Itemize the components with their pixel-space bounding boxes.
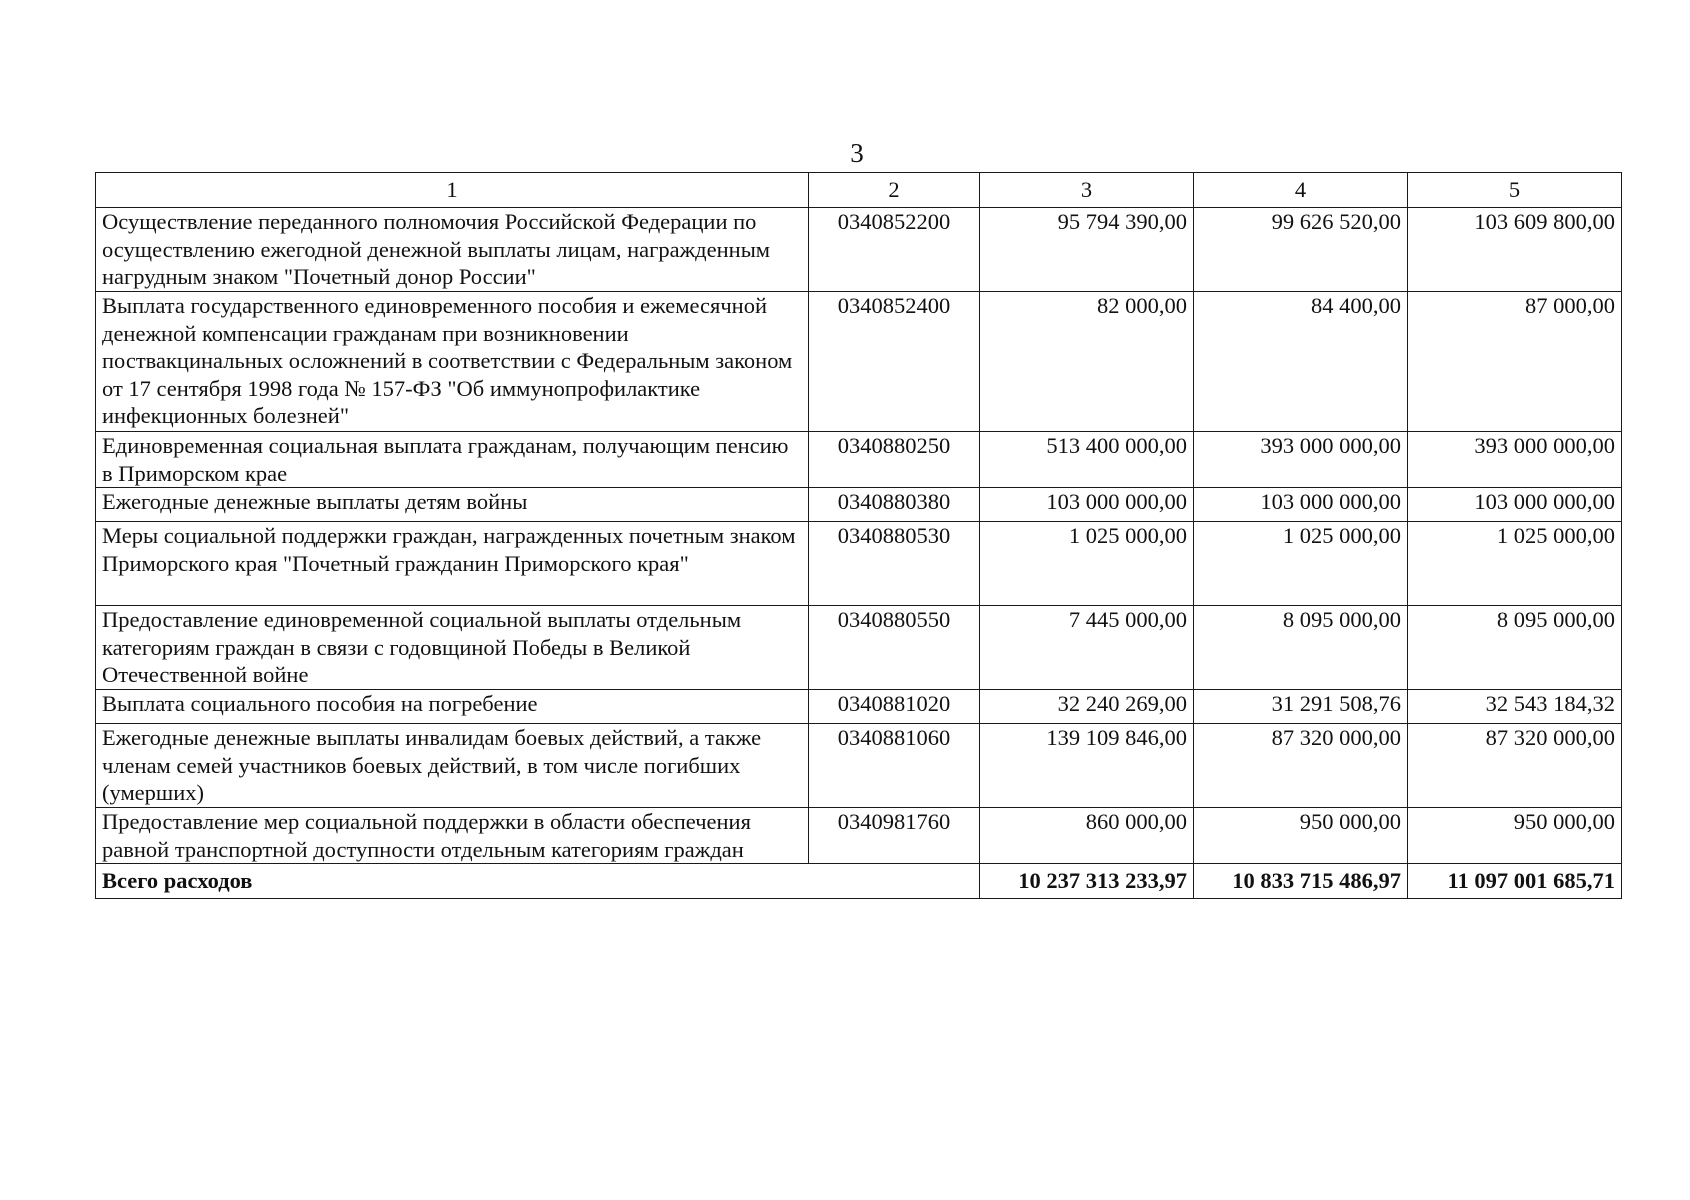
amount-col4: 103 000 000,00 bbox=[1194, 488, 1408, 522]
table-row bbox=[96, 522, 1622, 606]
budget-code: 0340881020 bbox=[809, 690, 980, 724]
budget-code: 0340881060 bbox=[809, 724, 980, 808]
amount-col4: 393 000 000,00 bbox=[1194, 432, 1408, 488]
table-row bbox=[96, 208, 1622, 292]
amount-col4: 84 400,00 bbox=[1194, 292, 1408, 432]
amount-col5: 87 000,00 bbox=[1408, 292, 1622, 432]
page-number: 3 bbox=[850, 138, 864, 168]
amount-col3: 95 794 390,00 bbox=[980, 208, 1194, 292]
expense-name: Ежегодные денежные выплаты инвалидам боевых действий, а также членам семей участников боевых действий, в том числе погибших (умерших) bbox=[96, 724, 809, 808]
budget-code: 0340880380 bbox=[809, 488, 980, 522]
column-header-1: 1 bbox=[96, 173, 809, 208]
amount-col3: 32 240 269,00 bbox=[980, 690, 1194, 724]
amount-col5: 8 095 000,00 bbox=[1408, 606, 1622, 690]
amount-col3: 7 445 000,00 bbox=[980, 606, 1194, 690]
amount-col5: 32 543 184,32 bbox=[1408, 690, 1622, 724]
budget-code: 0340880550 bbox=[809, 606, 980, 690]
expense-name: Меры социальной поддержки граждан, награжденных почетным знаком Приморского края "Почетный гражданин Приморского края" bbox=[96, 522, 809, 606]
amount-col3: 1 025 000,00 bbox=[980, 522, 1194, 606]
amount-col5: 103 609 800,00 bbox=[1408, 208, 1622, 292]
budget-table bbox=[95, 172, 1622, 899]
table-row bbox=[96, 606, 1622, 690]
total-row bbox=[96, 864, 1622, 899]
table-row bbox=[96, 488, 1622, 522]
expense-name: Выплата государственного единовременного пособия и ежемесячной денежной компенсации гражданам при возникновении поствакцинальных осложнений в соответствии с Федеральным законом от 17 сентября 1998 года № 157-ФЗ "Об иммунопрофилактике инфекционных болезней" bbox=[96, 292, 809, 432]
amount-col4: 8 095 000,00 bbox=[1194, 606, 1408, 690]
expense-name: Ежегодные денежные выплаты детям войны bbox=[96, 488, 809, 522]
table-row bbox=[96, 724, 1622, 808]
amount-col5: 393 000 000,00 bbox=[1408, 432, 1622, 488]
column-header-5: 5 bbox=[1408, 173, 1622, 208]
budget-code: 0340880530 bbox=[809, 522, 980, 606]
table-row bbox=[96, 292, 1622, 432]
amount-col4: 1 025 000,00 bbox=[1194, 522, 1408, 606]
budget-code: 0340852400 bbox=[809, 292, 980, 432]
amount-col5: 950 000,00 bbox=[1408, 808, 1622, 864]
table-header-row bbox=[96, 173, 1622, 208]
expense-name: Предоставление мер социальной поддержки в области обеспечения равной транспортной доступности отдельным категориям граждан bbox=[96, 808, 809, 864]
amount-col5: 1 025 000,00 bbox=[1408, 522, 1622, 606]
amount-col3: 513 400 000,00 bbox=[980, 432, 1194, 488]
amount-col3: 103 000 000,00 bbox=[980, 488, 1194, 522]
total-col5: 11 097 001 685,71 bbox=[1408, 864, 1622, 899]
column-header-4: 4 bbox=[1194, 173, 1408, 208]
expense-name: Выплата социального пособия на погребение bbox=[96, 690, 809, 724]
total-col3: 10 237 313 233,97 bbox=[980, 864, 1194, 899]
total-label: Всего расходов bbox=[96, 864, 980, 899]
column-header-3: 3 bbox=[980, 173, 1194, 208]
table-row bbox=[96, 808, 1622, 864]
expense-name: Единовременная социальная выплата гражданам, получающим пенсию в Приморском крае bbox=[96, 432, 809, 488]
expense-name: Осуществление переданного полномочия Российской Федерации по осуществлению ежегодной денежной выплаты лицам, награжденным нагрудным знаком "Почетный донор России" bbox=[96, 208, 809, 292]
amount-col4: 950 000,00 bbox=[1194, 808, 1408, 864]
amount-col4: 87 320 000,00 bbox=[1194, 724, 1408, 808]
expense-name: Предоставление единовременной социальной выплаты отдельным категориям граждан в связи с годовщиной Победы в Великой Отечественной войне bbox=[96, 606, 809, 690]
amount-col4: 31 291 508,76 bbox=[1194, 690, 1408, 724]
amount-col5: 87 320 000,00 bbox=[1408, 724, 1622, 808]
table-row bbox=[96, 432, 1622, 488]
budget-code: 0340880250 bbox=[809, 432, 980, 488]
column-header-2: 2 bbox=[809, 173, 980, 208]
budget-code: 0340852200 bbox=[809, 208, 980, 292]
amount-col3: 139 109 846,00 bbox=[980, 724, 1194, 808]
amount-col3: 860 000,00 bbox=[980, 808, 1194, 864]
total-col4: 10 833 715 486,97 bbox=[1194, 864, 1408, 899]
amount-col3: 82 000,00 bbox=[980, 292, 1194, 432]
table-row bbox=[96, 690, 1622, 724]
amount-col4: 99 626 520,00 bbox=[1194, 208, 1408, 292]
amount-col5: 103 000 000,00 bbox=[1408, 488, 1622, 522]
budget-code: 0340981760 bbox=[809, 808, 980, 864]
